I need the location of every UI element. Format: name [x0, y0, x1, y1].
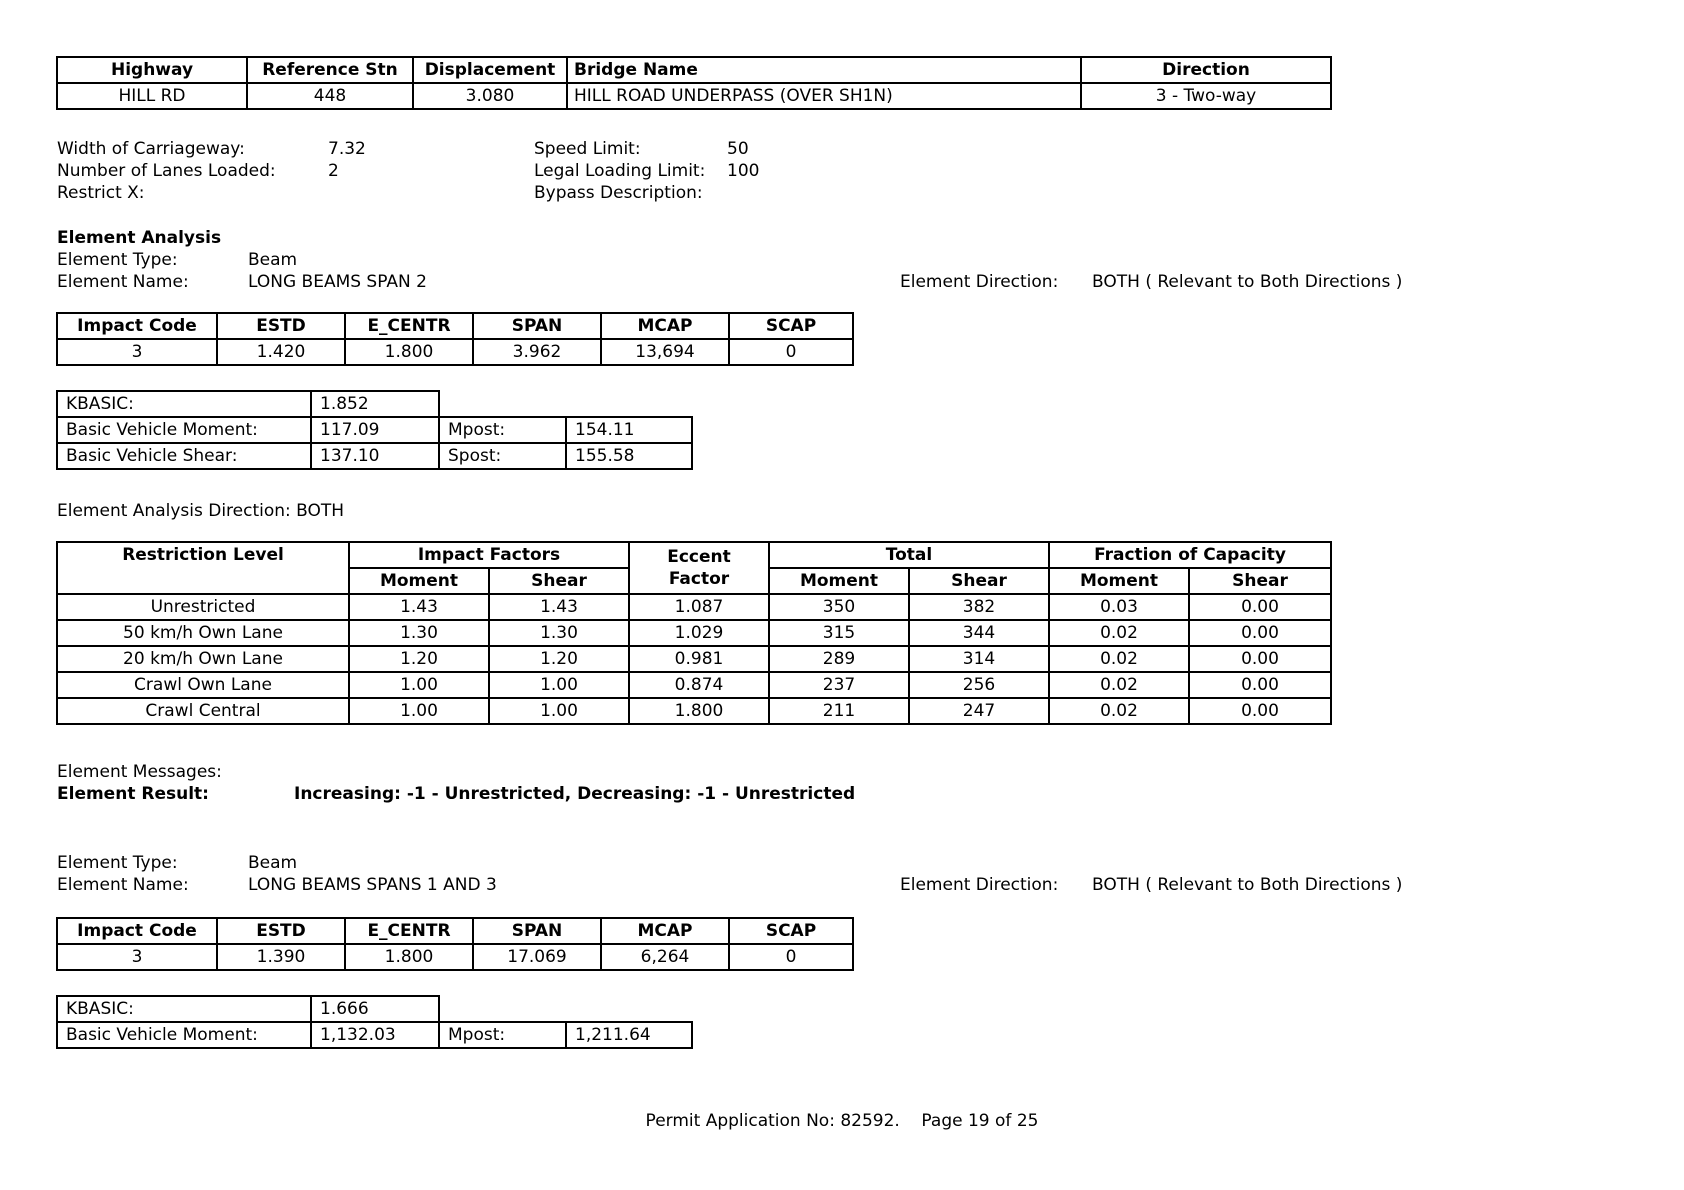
el2-col-scap: SCAP: [729, 918, 853, 944]
el1-val-mcap: 13,694: [601, 339, 729, 365]
header-val-reference: 448: [247, 83, 413, 109]
el2-col-span: SPAN: [473, 918, 601, 944]
el2-col-mcap: MCAP: [601, 918, 729, 944]
el2-name-value: LONG BEAMS SPANS 1 AND 3: [248, 875, 497, 895]
table-row: [57, 594, 1331, 620]
rl-cell: 1.00: [349, 672, 489, 698]
el1-val-estd: 1.420: [217, 339, 345, 365]
bypass-label: Bypass Description:: [534, 183, 703, 203]
rl-header-impact-shear: Shear: [489, 568, 629, 594]
el1-impact-table: [56, 312, 854, 366]
table-row: [57, 646, 1331, 672]
el2-impact-table: [56, 917, 854, 971]
rl-cell: 0.02: [1049, 672, 1189, 698]
header-col-displacement: Displacement: [413, 57, 567, 83]
el2-col-ecentr: E_CENTR: [345, 918, 473, 944]
rl-cell: 0.00: [1189, 672, 1331, 698]
el2-basic-table: [56, 995, 693, 1049]
table-row: [57, 620, 1331, 646]
rl-header-restriction: Restriction Level: [57, 542, 349, 594]
el2-col-estd: ESTD: [217, 918, 345, 944]
legal-value: 100: [727, 161, 760, 181]
el1-spost-value: 155.58: [566, 443, 692, 469]
rl-header-fraction: Fraction of Capacity: [1049, 542, 1331, 568]
header-val-displacement: 3.080: [413, 83, 567, 109]
el2-val-mcap: 6,264: [601, 944, 729, 970]
rl-cell: 1.43: [349, 594, 489, 620]
el2-direction-value: BOTH ( Relevant to Both Directions ): [1092, 875, 1403, 895]
rl-cell: 1.20: [489, 646, 629, 672]
rl-header-total: Total: [769, 542, 1049, 568]
rl-header-eccent-line2: Factor: [668, 569, 730, 589]
el2-kbasic-value: 1.666: [311, 996, 439, 1022]
el2-type-value: Beam: [248, 853, 298, 873]
header-col-reference: Reference Stn: [247, 57, 413, 83]
header-col-bridge-name: Bridge Name: [567, 57, 1081, 83]
el1-bvs-label: Basic Vehicle Shear:: [57, 443, 311, 469]
rl-cell: 247: [909, 698, 1049, 724]
restrict-label: Restrict X:: [57, 183, 145, 203]
el1-val-scap: 0: [729, 339, 853, 365]
el1-spost-label: Spost:: [439, 443, 566, 469]
el1-result-label: Element Result:: [57, 784, 209, 804]
rl-header-impact-moment: Moment: [349, 568, 489, 594]
el1-col-scap: SCAP: [729, 313, 853, 339]
el1-basic-table: [56, 390, 693, 470]
speed-value: 50: [727, 139, 749, 159]
rl-header-total-moment: Moment: [769, 568, 909, 594]
rl-cell: Unrestricted: [57, 594, 349, 620]
el1-kbasic-label: KBASIC:: [57, 391, 311, 417]
el1-val-ecentr: 1.800: [345, 339, 473, 365]
el1-messages-label: Element Messages:: [57, 762, 222, 782]
rl-cell: 1.30: [489, 620, 629, 646]
rl-cell: 1.00: [489, 672, 629, 698]
el1-mpost-value: 154.11: [566, 417, 692, 443]
restriction-level-table: [56, 541, 1332, 725]
rl-cell: 0.00: [1189, 646, 1331, 672]
el2-val-scap: 0: [729, 944, 853, 970]
el1-val-impact-code: 3: [57, 339, 217, 365]
el1-col-span: SPAN: [473, 313, 601, 339]
rl-cell: 20 km/h Own Lane: [57, 646, 349, 672]
rl-cell: 1.800: [629, 698, 769, 724]
rl-cell: 0.00: [1189, 620, 1331, 646]
header-table: [56, 56, 1332, 110]
header-col-direction: Direction: [1081, 57, 1331, 83]
rl-cell: 289: [769, 646, 909, 672]
el2-val-impact-code: 3: [57, 944, 217, 970]
header-val-highway: HILL RD: [57, 83, 247, 109]
rl-header-eccent: [629, 542, 769, 594]
el1-bvs-value: 137.10: [311, 443, 439, 469]
el2-val-span: 17.069: [473, 944, 601, 970]
el2-kbasic-label: KBASIC:: [57, 996, 311, 1022]
el2-val-ecentr: 1.800: [345, 944, 473, 970]
lanes-value: 2: [328, 161, 339, 181]
el2-direction-label: Element Direction:: [900, 875, 1059, 895]
el1-result-value: Increasing: -1 - Unrestricted, Decreasing: -1 - Unrestricted: [294, 784, 856, 804]
el1-mpost-label: Mpost:: [439, 417, 566, 443]
rl-cell: 237: [769, 672, 909, 698]
rl-cell: 0.874: [629, 672, 769, 698]
el1-type-label: Element Type:: [57, 250, 178, 270]
width-value: 7.32: [328, 139, 366, 159]
el1-bvm-value: 117.09: [311, 417, 439, 443]
rl-cell: 1.30: [349, 620, 489, 646]
el1-col-ecentr: E_CENTR: [345, 313, 473, 339]
rl-header-eccent-line1: Eccent: [667, 547, 731, 567]
el2-mpost-value: 1,211.64: [566, 1022, 692, 1048]
rl-cell: 256: [909, 672, 1049, 698]
el1-kbasic-value: 1.852: [311, 391, 439, 417]
rl-cell: Crawl Own Lane: [57, 672, 349, 698]
width-label: Width of Carriageway:: [57, 139, 245, 159]
rl-cell: 0.02: [1049, 620, 1189, 646]
el1-direction-value: BOTH ( Relevant to Both Directions ): [1092, 272, 1403, 292]
lanes-label: Number of Lanes Loaded:: [57, 161, 276, 181]
rl-cell: 314: [909, 646, 1049, 672]
rl-cell: 0.02: [1049, 646, 1189, 672]
el2-mpost-label: Mpost:: [439, 1022, 566, 1048]
header-col-highway: Highway: [57, 57, 247, 83]
el1-analysis-direction: Element Analysis Direction: BOTH: [57, 501, 345, 521]
el2-val-estd: 1.390: [217, 944, 345, 970]
header-val-direction: 3 - Two-way: [1081, 83, 1331, 109]
table-row: [57, 698, 1331, 724]
el1-col-impact-code: Impact Code: [57, 313, 217, 339]
el1-direction-label: Element Direction:: [900, 272, 1059, 292]
table-row: [57, 672, 1331, 698]
el1-bvm-label: Basic Vehicle Moment:: [57, 417, 311, 443]
rl-cell: 0.02: [1049, 698, 1189, 724]
rl-cell: 1.20: [349, 646, 489, 672]
el1-name-label: Element Name:: [57, 272, 189, 292]
el1-val-span: 3.962: [473, 339, 601, 365]
rl-header-impact: Impact Factors: [349, 542, 629, 568]
el2-col-impact-code: Impact Code: [57, 918, 217, 944]
rl-cell: 1.00: [349, 698, 489, 724]
el2-name-label: Element Name:: [57, 875, 189, 895]
rl-cell: 344: [909, 620, 1049, 646]
el2-bvm-value: 1,132.03: [311, 1022, 439, 1048]
rl-header-fraction-moment: Moment: [1049, 568, 1189, 594]
el1-name-value: LONG BEAMS SPAN 2: [248, 272, 427, 292]
page-footer: Permit Application No: 82592. Page 19 of 25: [645, 1111, 1039, 1131]
legal-label: Legal Loading Limit:: [534, 161, 706, 181]
rl-cell: 1.029: [629, 620, 769, 646]
rl-cell: Crawl Central: [57, 698, 349, 724]
rl-header-fraction-shear: Shear: [1189, 568, 1331, 594]
rl-cell: 382: [909, 594, 1049, 620]
el2-bvm-label: Basic Vehicle Moment:: [57, 1022, 311, 1048]
rl-cell: 0.00: [1189, 698, 1331, 724]
speed-label: Speed Limit:: [534, 139, 641, 159]
rl-cell: 0.00: [1189, 594, 1331, 620]
el1-type-value: Beam: [248, 250, 298, 270]
el2-type-label: Element Type:: [57, 853, 178, 873]
element-analysis-heading: Element Analysis: [57, 228, 222, 248]
el1-col-mcap: MCAP: [601, 313, 729, 339]
rl-cell: 315: [769, 620, 909, 646]
el1-col-estd: ESTD: [217, 313, 345, 339]
rl-header-total-shear: Shear: [909, 568, 1049, 594]
rl-cell: 50 km/h Own Lane: [57, 620, 349, 646]
rl-cell: 0.03: [1049, 594, 1189, 620]
rl-cell: 1.43: [489, 594, 629, 620]
rl-cell: 1.087: [629, 594, 769, 620]
rl-cell: 0.981: [629, 646, 769, 672]
rl-cell: 211: [769, 698, 909, 724]
header-val-bridge-name: HILL ROAD UNDERPASS (OVER SH1N): [567, 83, 1081, 109]
rl-cell: 350: [769, 594, 909, 620]
rl-cell: 1.00: [489, 698, 629, 724]
